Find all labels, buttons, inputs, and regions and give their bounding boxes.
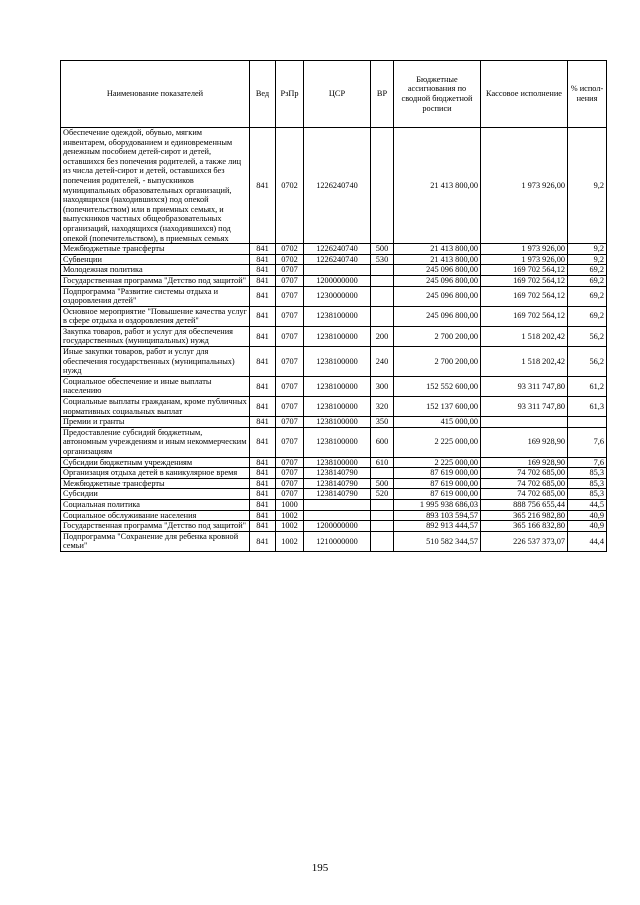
cell-percent: 61,3 xyxy=(568,397,607,417)
cell-percent xyxy=(568,417,607,428)
cell-vr xyxy=(371,128,394,244)
cell-percent: 85,3 xyxy=(568,468,607,479)
cell-ved: 841 xyxy=(250,521,276,532)
cell-rzpr: 0707 xyxy=(276,457,304,468)
cell-ved: 841 xyxy=(250,244,276,255)
cell-vr xyxy=(371,499,394,510)
cell-rzpr: 0707 xyxy=(276,376,304,396)
header-csr: ЦСР xyxy=(304,61,371,128)
table-row xyxy=(61,306,607,326)
table-row xyxy=(61,510,607,521)
cell-name: Государственная программа "Детство под защитой" xyxy=(61,521,250,532)
cell-ved: 841 xyxy=(250,128,276,244)
cell-vr: 610 xyxy=(371,457,394,468)
cell-name: Иные закупки товаров, работ и услуг для обеспечения государственных (муниципальных) нужд xyxy=(61,347,250,377)
cell-budget: 245 096 800,00 xyxy=(394,275,481,286)
cell-cash: 1 973 926,00 xyxy=(481,254,568,265)
cell-cash: 74 702 685,00 xyxy=(481,478,568,489)
cell-budget: 87 619 000,00 xyxy=(394,478,481,489)
cell-budget: 415 000,00 xyxy=(394,417,481,428)
header-vr: ВР xyxy=(371,61,394,128)
table-row xyxy=(61,275,607,286)
cell-csr: 1238140790 xyxy=(304,489,371,500)
cell-budget: 21 413 800,00 xyxy=(394,244,481,255)
cell-percent: 7,6 xyxy=(568,457,607,468)
cell-percent: 9,2 xyxy=(568,254,607,265)
cell-name: Премии и гранты xyxy=(61,417,250,428)
table-row xyxy=(61,397,607,417)
cell-budget: 2 700 200,00 xyxy=(394,347,481,377)
cell-rzpr: 1002 xyxy=(276,531,304,551)
cell-budget: 245 096 800,00 xyxy=(394,265,481,276)
cell-csr: 1238100000 xyxy=(304,417,371,428)
header-budget: Бюджетные ассигнования по сводной бюджетной росписи xyxy=(394,61,481,128)
cell-name: Субсидии xyxy=(61,489,250,500)
cell-cash: 74 702 685,00 xyxy=(481,489,568,500)
table-row xyxy=(61,254,607,265)
cell-cash: 74 702 685,00 xyxy=(481,468,568,479)
cell-percent: 9,2 xyxy=(568,128,607,244)
table-row xyxy=(61,286,607,306)
cell-vr: 350 xyxy=(371,417,394,428)
table-row xyxy=(61,347,607,377)
cell-ved: 841 xyxy=(250,531,276,551)
cell-cash: 169 928,90 xyxy=(481,457,568,468)
cell-csr: 1226240740 xyxy=(304,128,371,244)
table-header-row xyxy=(61,61,607,128)
cell-percent: 61,2 xyxy=(568,376,607,396)
cell-ved: 841 xyxy=(250,326,276,346)
cell-percent: 69,2 xyxy=(568,265,607,276)
cell-percent: 69,2 xyxy=(568,275,607,286)
cell-rzpr: 0707 xyxy=(276,347,304,377)
cell-vr xyxy=(371,531,394,551)
cell-vr xyxy=(371,468,394,479)
table-row xyxy=(61,457,607,468)
cell-rzpr: 1000 xyxy=(276,499,304,510)
cell-rzpr: 0707 xyxy=(276,306,304,326)
cell-name: Молодежная политика xyxy=(61,265,250,276)
cell-vr: 300 xyxy=(371,376,394,396)
header-rzpr: РзПр xyxy=(276,61,304,128)
cell-ved: 841 xyxy=(250,275,276,286)
cell-cash: 93 311 747,80 xyxy=(481,376,568,396)
table-row xyxy=(61,478,607,489)
cell-name: Межбюджетные трансферты xyxy=(61,478,250,489)
cell-cash: 169 702 564,12 xyxy=(481,275,568,286)
cell-rzpr: 0707 xyxy=(276,478,304,489)
cell-budget: 21 413 800,00 xyxy=(394,254,481,265)
cell-cash: 888 756 655,44 xyxy=(481,499,568,510)
table-row xyxy=(61,244,607,255)
cell-cash: 365 166 832,80 xyxy=(481,521,568,532)
cell-cash: 365 216 982,80 xyxy=(481,510,568,521)
cell-name: Организация отдыха детей в каникулярное время xyxy=(61,468,250,479)
table-body xyxy=(61,128,607,552)
cell-csr: 1238100000 xyxy=(304,376,371,396)
cell-name: Подпрограмма "Сохранение для ребенка кровной семьи" xyxy=(61,531,250,551)
cell-cash: 169 702 564,12 xyxy=(481,306,568,326)
cell-ved: 841 xyxy=(250,397,276,417)
cell-cash: 169 702 564,12 xyxy=(481,265,568,276)
cell-vr: 520 xyxy=(371,489,394,500)
cell-rzpr: 0707 xyxy=(276,286,304,306)
cell-csr: 1226240740 xyxy=(304,244,371,255)
cell-cash: 169 928,90 xyxy=(481,427,568,457)
table-row xyxy=(61,489,607,500)
cell-cash: 226 537 373,07 xyxy=(481,531,568,551)
table-row xyxy=(61,468,607,479)
cell-percent: 56,2 xyxy=(568,347,607,377)
header-cash: Кассовое исполнение xyxy=(481,61,568,128)
cell-budget: 87 619 000,00 xyxy=(394,468,481,479)
cell-percent: 69,2 xyxy=(568,306,607,326)
header-percent: % испол-нения xyxy=(568,61,607,128)
cell-budget: 245 096 800,00 xyxy=(394,306,481,326)
cell-csr xyxy=(304,265,371,276)
cell-csr: 1238100000 xyxy=(304,306,371,326)
cell-percent: 40,9 xyxy=(568,510,607,521)
cell-cash: 93 311 747,80 xyxy=(481,397,568,417)
cell-budget: 1 995 938 686,03 xyxy=(394,499,481,510)
cell-name: Подпрограмма "Развитие системы отдыха и оздоровления детей" xyxy=(61,286,250,306)
cell-name: Основное мероприятие "Повышение качества услуг в сфере отдыха и оздоровления детей" xyxy=(61,306,250,326)
cell-name: Социальная политика xyxy=(61,499,250,510)
cell-ved: 841 xyxy=(250,254,276,265)
cell-name: Межбюджетные трансферты xyxy=(61,244,250,255)
cell-rzpr: 0702 xyxy=(276,244,304,255)
cell-vr: 200 xyxy=(371,326,394,346)
cell-vr: 320 xyxy=(371,397,394,417)
header-ved: Вед xyxy=(250,61,276,128)
cell-rzpr: 0707 xyxy=(276,417,304,428)
cell-rzpr: 0702 xyxy=(276,128,304,244)
cell-vr xyxy=(371,306,394,326)
cell-csr: 1200000000 xyxy=(304,521,371,532)
table-row xyxy=(61,417,607,428)
cell-percent: 85,3 xyxy=(568,478,607,489)
cell-name: Субвенции xyxy=(61,254,250,265)
table-row xyxy=(61,531,607,551)
cell-csr: 1210000000 xyxy=(304,531,371,551)
cell-percent: 9,2 xyxy=(568,244,607,255)
cell-csr: 1238140790 xyxy=(304,468,371,479)
cell-csr: 1200000000 xyxy=(304,275,371,286)
cell-percent: 44,5 xyxy=(568,499,607,510)
cell-cash: 1 973 926,00 xyxy=(481,128,568,244)
cell-cash: 169 702 564,12 xyxy=(481,286,568,306)
cell-csr: 1238140790 xyxy=(304,478,371,489)
cell-budget: 21 413 800,00 xyxy=(394,128,481,244)
cell-vr xyxy=(371,265,394,276)
table-row xyxy=(61,427,607,457)
cell-csr: 1238100000 xyxy=(304,457,371,468)
cell-csr: 1238100000 xyxy=(304,397,371,417)
cell-budget: 152 552 600,00 xyxy=(394,376,481,396)
cell-rzpr: 0707 xyxy=(276,468,304,479)
cell-ved: 841 xyxy=(250,286,276,306)
cell-budget: 87 619 000,00 xyxy=(394,489,481,500)
cell-vr: 530 xyxy=(371,254,394,265)
cell-ved: 841 xyxy=(250,468,276,479)
cell-name: Социальное обслуживание населения xyxy=(61,510,250,521)
cell-ved: 841 xyxy=(250,417,276,428)
cell-budget: 245 096 800,00 xyxy=(394,286,481,306)
cell-name: Предоставление субсидий бюджетным, автономным учреждениям и иным некоммерческим организациям xyxy=(61,427,250,457)
cell-cash: 1 518 202,42 xyxy=(481,347,568,377)
cell-ved: 841 xyxy=(250,478,276,489)
cell-budget: 2 225 000,00 xyxy=(394,427,481,457)
cell-rzpr: 0707 xyxy=(276,265,304,276)
table-row xyxy=(61,376,607,396)
cell-rzpr: 0702 xyxy=(276,254,304,265)
header-name: Наименование показателей xyxy=(61,61,250,128)
cell-budget: 2 225 000,00 xyxy=(394,457,481,468)
cell-ved: 841 xyxy=(250,489,276,500)
cell-ved: 841 xyxy=(250,376,276,396)
cell-budget: 152 137 600,00 xyxy=(394,397,481,417)
cell-ved: 841 xyxy=(250,457,276,468)
cell-csr: 1230000000 xyxy=(304,286,371,306)
cell-ved: 841 xyxy=(250,347,276,377)
cell-percent: 7,6 xyxy=(568,427,607,457)
cell-name: Социальные выплаты гражданам, кроме публичных нормативных социальных выплат xyxy=(61,397,250,417)
cell-budget: 893 103 594,57 xyxy=(394,510,481,521)
cell-csr: 1238100000 xyxy=(304,326,371,346)
cell-rzpr: 1002 xyxy=(276,521,304,532)
cell-rzpr: 1002 xyxy=(276,510,304,521)
budget-execution-table xyxy=(60,60,607,552)
cell-csr xyxy=(304,499,371,510)
cell-ved: 841 xyxy=(250,510,276,521)
cell-ved: 841 xyxy=(250,499,276,510)
cell-rzpr: 0707 xyxy=(276,397,304,417)
cell-rzpr: 0707 xyxy=(276,427,304,457)
cell-rzpr: 0707 xyxy=(276,489,304,500)
cell-name: Обеспечение одеждой, обувью, мягким инвентарем, оборудованием и единовременным денежным пособием детей-сирот и детей, оставшихся без попечения родителей, а также лиц из числа детей-сирот и детей, оставшихся без попечения родителей, - выпускников муниципальных образовательных организаций, находящихся (находившихся) под опекой (попечительством) или в приемных семьях, и выпускников частных общеобразовательных организаций, находящихся (находившихся) под опекой (попечительством), в приемных семьях xyxy=(61,128,250,244)
cell-budget: 892 913 444,57 xyxy=(394,521,481,532)
cell-csr: 1238100000 xyxy=(304,347,371,377)
cell-ved: 841 xyxy=(250,306,276,326)
cell-vr: 600 xyxy=(371,427,394,457)
cell-vr xyxy=(371,510,394,521)
cell-percent: 69,2 xyxy=(568,286,607,306)
cell-ved: 841 xyxy=(250,427,276,457)
cell-name: Государственная программа "Детство под защитой" xyxy=(61,275,250,286)
table-row xyxy=(61,265,607,276)
cell-percent: 44,4 xyxy=(568,531,607,551)
cell-name: Социальное обеспечение и иные выплаты населению xyxy=(61,376,250,396)
table-row xyxy=(61,521,607,532)
cell-cash: 1 518 202,42 xyxy=(481,326,568,346)
page-number: 195 xyxy=(311,862,329,874)
cell-name: Субсидии бюджетным учреждениям xyxy=(61,457,250,468)
cell-name: Закупка товаров, работ и услуг для обеспечения государственных (муниципальных) нужд xyxy=(61,326,250,346)
cell-cash: 1 973 926,00 xyxy=(481,244,568,255)
cell-cash xyxy=(481,417,568,428)
cell-vr: 500 xyxy=(371,244,394,255)
cell-vr xyxy=(371,275,394,286)
table-row xyxy=(61,499,607,510)
cell-percent: 85,3 xyxy=(568,489,607,500)
cell-vr xyxy=(371,286,394,306)
cell-vr xyxy=(371,521,394,532)
cell-vr: 240 xyxy=(371,347,394,377)
cell-percent: 40,9 xyxy=(568,521,607,532)
cell-budget: 510 582 344,57 xyxy=(394,531,481,551)
cell-percent: 56,2 xyxy=(568,326,607,346)
cell-csr xyxy=(304,510,371,521)
table-row xyxy=(61,128,607,244)
cell-csr: 1238100000 xyxy=(304,427,371,457)
cell-rzpr: 0707 xyxy=(276,326,304,346)
cell-rzpr: 0707 xyxy=(276,275,304,286)
table-row xyxy=(61,326,607,346)
cell-csr: 1226240740 xyxy=(304,254,371,265)
cell-vr: 500 xyxy=(371,478,394,489)
cell-ved: 841 xyxy=(250,265,276,276)
cell-budget: 2 700 200,00 xyxy=(394,326,481,346)
